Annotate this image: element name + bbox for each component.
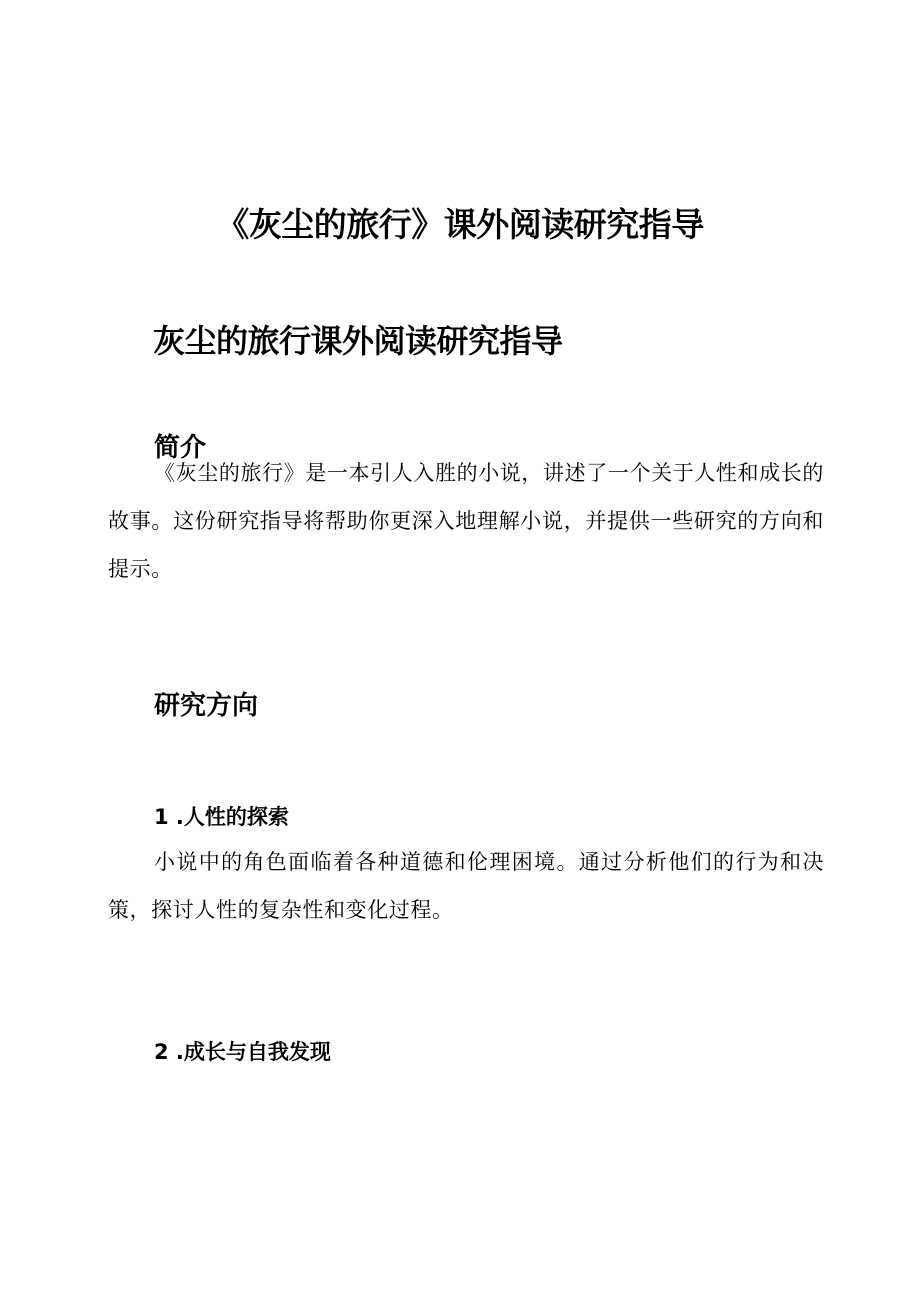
growth-heading: 2 .成长与自我发现	[154, 1039, 331, 1064]
document-subtitle: 灰尘的旅行课外阅读研究指导	[153, 321, 563, 360]
human-nature-paragraph: 小说中的角色面临着各种道德和伦理困境。通过分析他们的行为和决策，探讨人性的复杂性和变化过程。	[108, 850, 824, 922]
intro-paragraph: 《灰尘的旅行》是一本引人入胜的小说，讲述了一个关于人性和成长的故事。这份研究指导将帮助你更深入地理解小说，并提供一些研究的方向和提示。	[108, 461, 824, 581]
research-directions-heading: 研究方向	[154, 691, 259, 721]
document-title: 《灰尘的旅行》课外阅读研究指导	[216, 205, 704, 245]
human-nature-heading: 1 .人性的探索	[154, 804, 289, 829]
intro-heading: 简介	[154, 433, 207, 463]
